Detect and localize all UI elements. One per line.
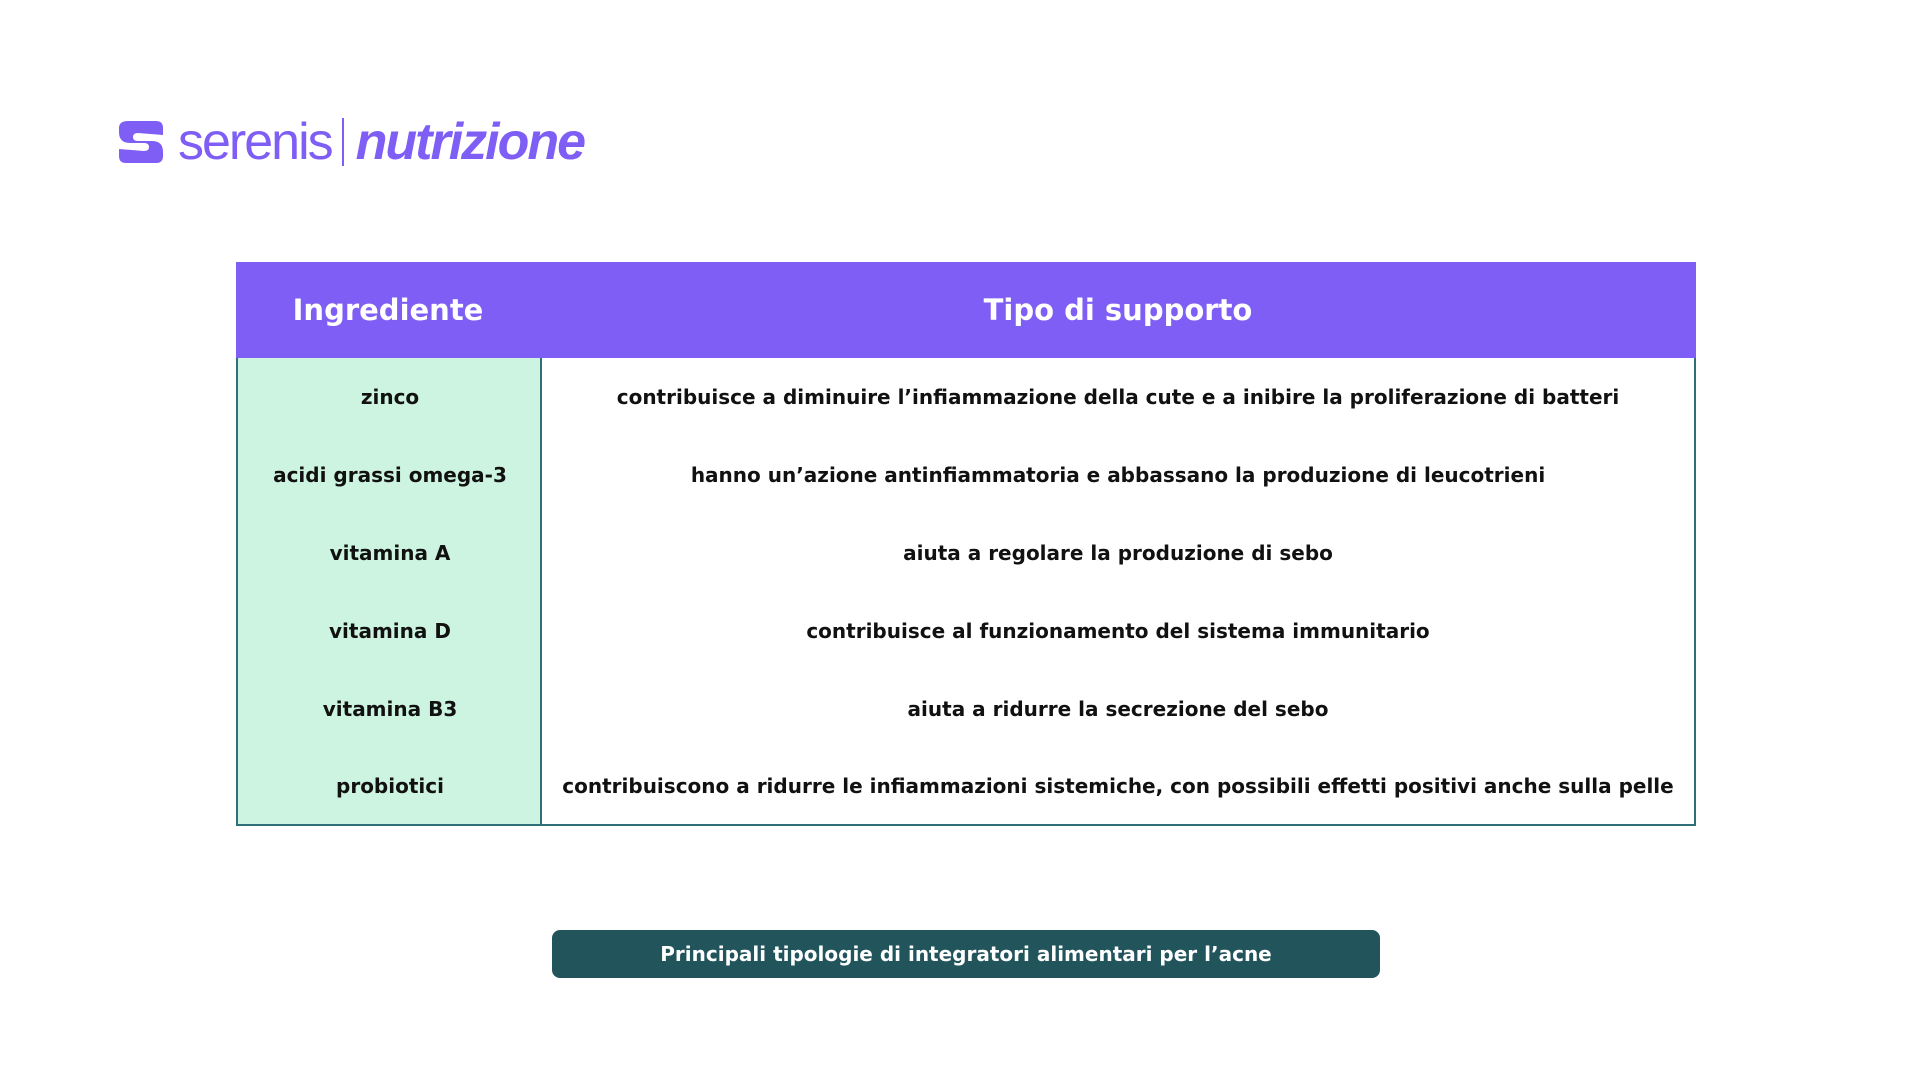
support-cell: aiuta a regolare la produzione di sebo xyxy=(903,541,1333,565)
support-cell: hanno un’azione antinfiammatoria e abbassano la produzione di leucotrieni xyxy=(690,463,1546,487)
table-row xyxy=(238,748,1694,824)
table-body xyxy=(238,358,1694,824)
header-ingrediente: Ingrediente xyxy=(292,293,484,327)
table-header xyxy=(236,262,1696,358)
ingredient-cell: vitamina B3 xyxy=(322,697,458,721)
table-row xyxy=(238,514,1694,592)
logo-product-text: nutrizione xyxy=(355,113,585,171)
supplements-table xyxy=(236,262,1696,826)
support-cell: aiuta a ridurre la secrezione del sebo xyxy=(907,697,1329,721)
table-row xyxy=(238,592,1694,670)
table-row xyxy=(238,670,1694,748)
support-cell: contribuisce al funzionamento del sistema immunitario xyxy=(806,619,1430,643)
ingredient-cell: probiotici xyxy=(336,774,444,798)
header-tipo-di-supporto: Tipo di supporto xyxy=(983,293,1253,327)
logo-divider xyxy=(342,118,344,166)
brand-logo xyxy=(116,110,584,174)
logo-brand-text: serenis xyxy=(178,113,332,171)
ingredient-cell: vitamina A xyxy=(329,541,451,565)
ingredient-cell: acidi grassi omega-3 xyxy=(273,463,507,487)
support-cell: contribuisce a diminuire l’infiammazione della cute e a inibire la proliferazione di batteri xyxy=(616,385,1620,409)
table-row xyxy=(238,358,1694,436)
support-cell: contribuiscono a ridurre le infiammazioni sistemiche, con possibili effetti positivi anche sulla pelle xyxy=(562,774,1674,798)
ingredient-cell: vitamina D xyxy=(329,619,451,643)
serenis-logo-icon xyxy=(116,117,166,167)
table-row xyxy=(238,436,1694,514)
ingredient-cell: zinco xyxy=(360,385,420,409)
table-caption: Principali tipologie di integratori alimentari per l’acne xyxy=(552,930,1380,978)
